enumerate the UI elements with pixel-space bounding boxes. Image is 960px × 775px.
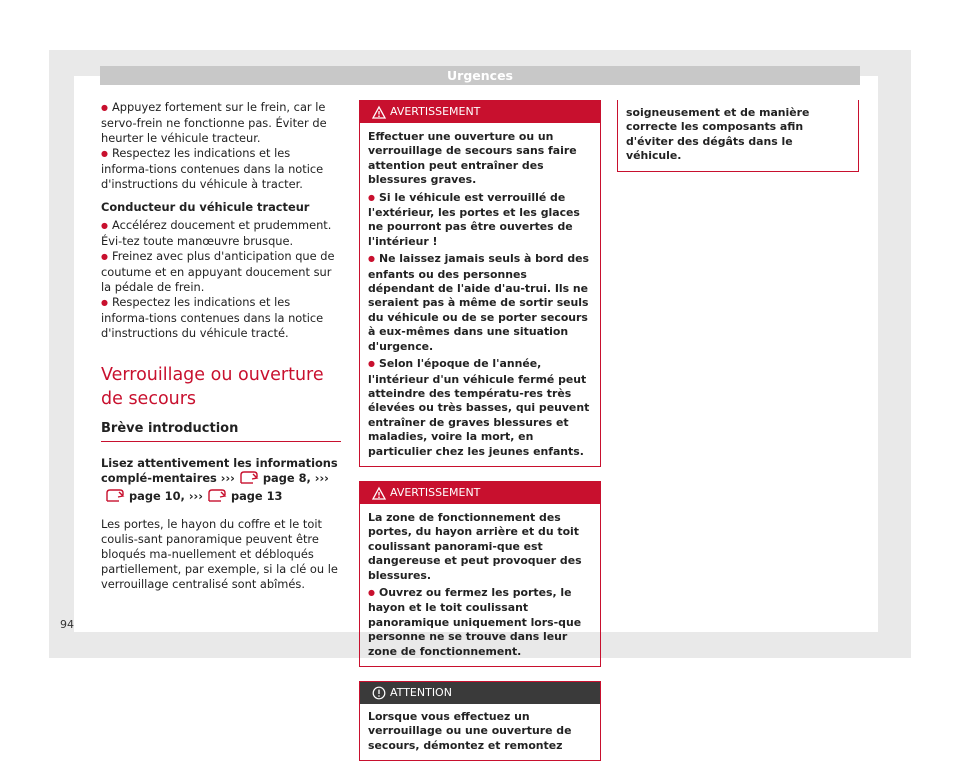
attention-continuation: soigneusement et de manière correcte les composants afin d'éviter des dégâts dans le véhicule.	[626, 106, 810, 163]
warning-body	[360, 504, 600, 666]
exclamation-circle-icon	[372, 686, 386, 708]
warning-triangle-icon	[372, 486, 386, 508]
page-number: 94	[60, 618, 74, 631]
cross-references	[101, 456, 341, 507]
warning-bullet: ● Selon l'époque de l'année, l'intérieur d'un véhicule fermé peut atteindre des températu-res très élevées ou très basses, qui peuvent entraîner de graves blessures et maladies, voire la mort, en particulier chez les jeunes enfants.	[368, 357, 592, 459]
book-reference-icon	[239, 471, 259, 489]
warning-header	[360, 101, 600, 123]
attention-box-continued	[617, 100, 859, 172]
column-middle	[359, 100, 601, 775]
attention-label: ATTENTION	[390, 686, 452, 699]
warning-intro: La zone de fonctionnement des portes, du hayon arrière et du toit coulissant panorami-que est dangereuse et peut provoquer des blessures.	[368, 510, 582, 582]
warning-triangle-icon	[372, 105, 386, 127]
book-reference-icon	[105, 489, 125, 507]
list-item: ● Appuyez fortement sur le frein, car le servo-frein ne fonctionne pas. Éviter de heurter le véhicule tracteur.	[101, 100, 341, 146]
ref-link-page-8[interactable]: page 8,	[262, 471, 311, 485]
body-paragraph: Les portes, le hayon du coffre et le toit coulis-sant panoramique peuvent être bloqués ma-nuellement et débloqués partiellement, par exemple, si la clé ou le verrouillage centralisé sont abîmés.	[101, 517, 338, 591]
warning-header	[360, 482, 600, 504]
attention-box	[359, 681, 601, 761]
attention-body	[360, 704, 600, 760]
ref-link-page-13[interactable]: page 13	[230, 489, 283, 503]
chapter-header: Urgences	[100, 66, 860, 85]
warning-label: AVERTISSEMENT	[390, 485, 481, 499]
warning-box-1	[359, 100, 601, 467]
attention-body	[618, 100, 858, 171]
book-reference-icon	[207, 489, 227, 507]
ref-arrow: ›››	[314, 471, 329, 485]
warning-body	[360, 123, 600, 466]
warning-bullet: ● Si le véhicule est verrouillé de l'extérieur, les portes et les glaces ne pourront pas être ouvertes de l'intérieur !	[368, 191, 592, 250]
ref-link-page-10[interactable]: page 10,	[129, 489, 185, 503]
list-item: ● Accélérez doucement et prudemment. Évi-tez toute manœuvre brusque.	[101, 218, 341, 249]
list-item: ● Respectez les indications et les informa-tions contenues dans la notice d'instructions du véhicule tracté.	[101, 295, 341, 341]
column-right	[617, 100, 859, 186]
section-title: Verrouillage ou ouverture de secours	[101, 365, 324, 409]
warning-intro: Effectuer une ouverture ou un verrouillage de secours sans faire attention peut entraîner des blessures graves.	[368, 130, 577, 187]
subheading-driver: Conducteur du véhicule tracteur	[101, 200, 310, 214]
ref-arrow: ›››	[220, 471, 235, 485]
attention-text: Lorsque vous effectuez un verrouillage ou une ouverture de secours, démontez et remontez	[368, 710, 572, 752]
refs-lead: Lisez attentivement les informations complé-mentaires	[101, 456, 338, 485]
attention-header	[360, 682, 600, 704]
column-left	[101, 100, 341, 592]
warning-bullet: ● Ouvrez ou fermez les portes, le hayon et le toit coulissant panoramique uniquement lors-que personne ne se trouve dans leur zone de fonctionnement.	[368, 586, 592, 659]
list-item: ● Freinez avec plus d'anticipation que de coutume et en appuyant doucement sur la pédale de frein.	[101, 249, 341, 295]
ref-arrow: ›››	[188, 489, 203, 503]
section-subtitle: Brève introduction	[101, 421, 341, 442]
warning-bullet: ● Ne laissez jamais seuls à bord des enfants ou des personnes dépendant de l'aide d'au-trui. Ils ne seraient pas à même de sortir seuls du véhicule ou de se porter secours à eux-mêmes dans une situation d'urgence.	[368, 252, 592, 354]
warning-box-2	[359, 481, 601, 667]
list-item: ● Respectez les indications et les informa-tions contenues dans la notice d'instructions du véhicule à tracter.	[101, 146, 341, 192]
warning-label: AVERTISSEMENT	[390, 105, 481, 118]
